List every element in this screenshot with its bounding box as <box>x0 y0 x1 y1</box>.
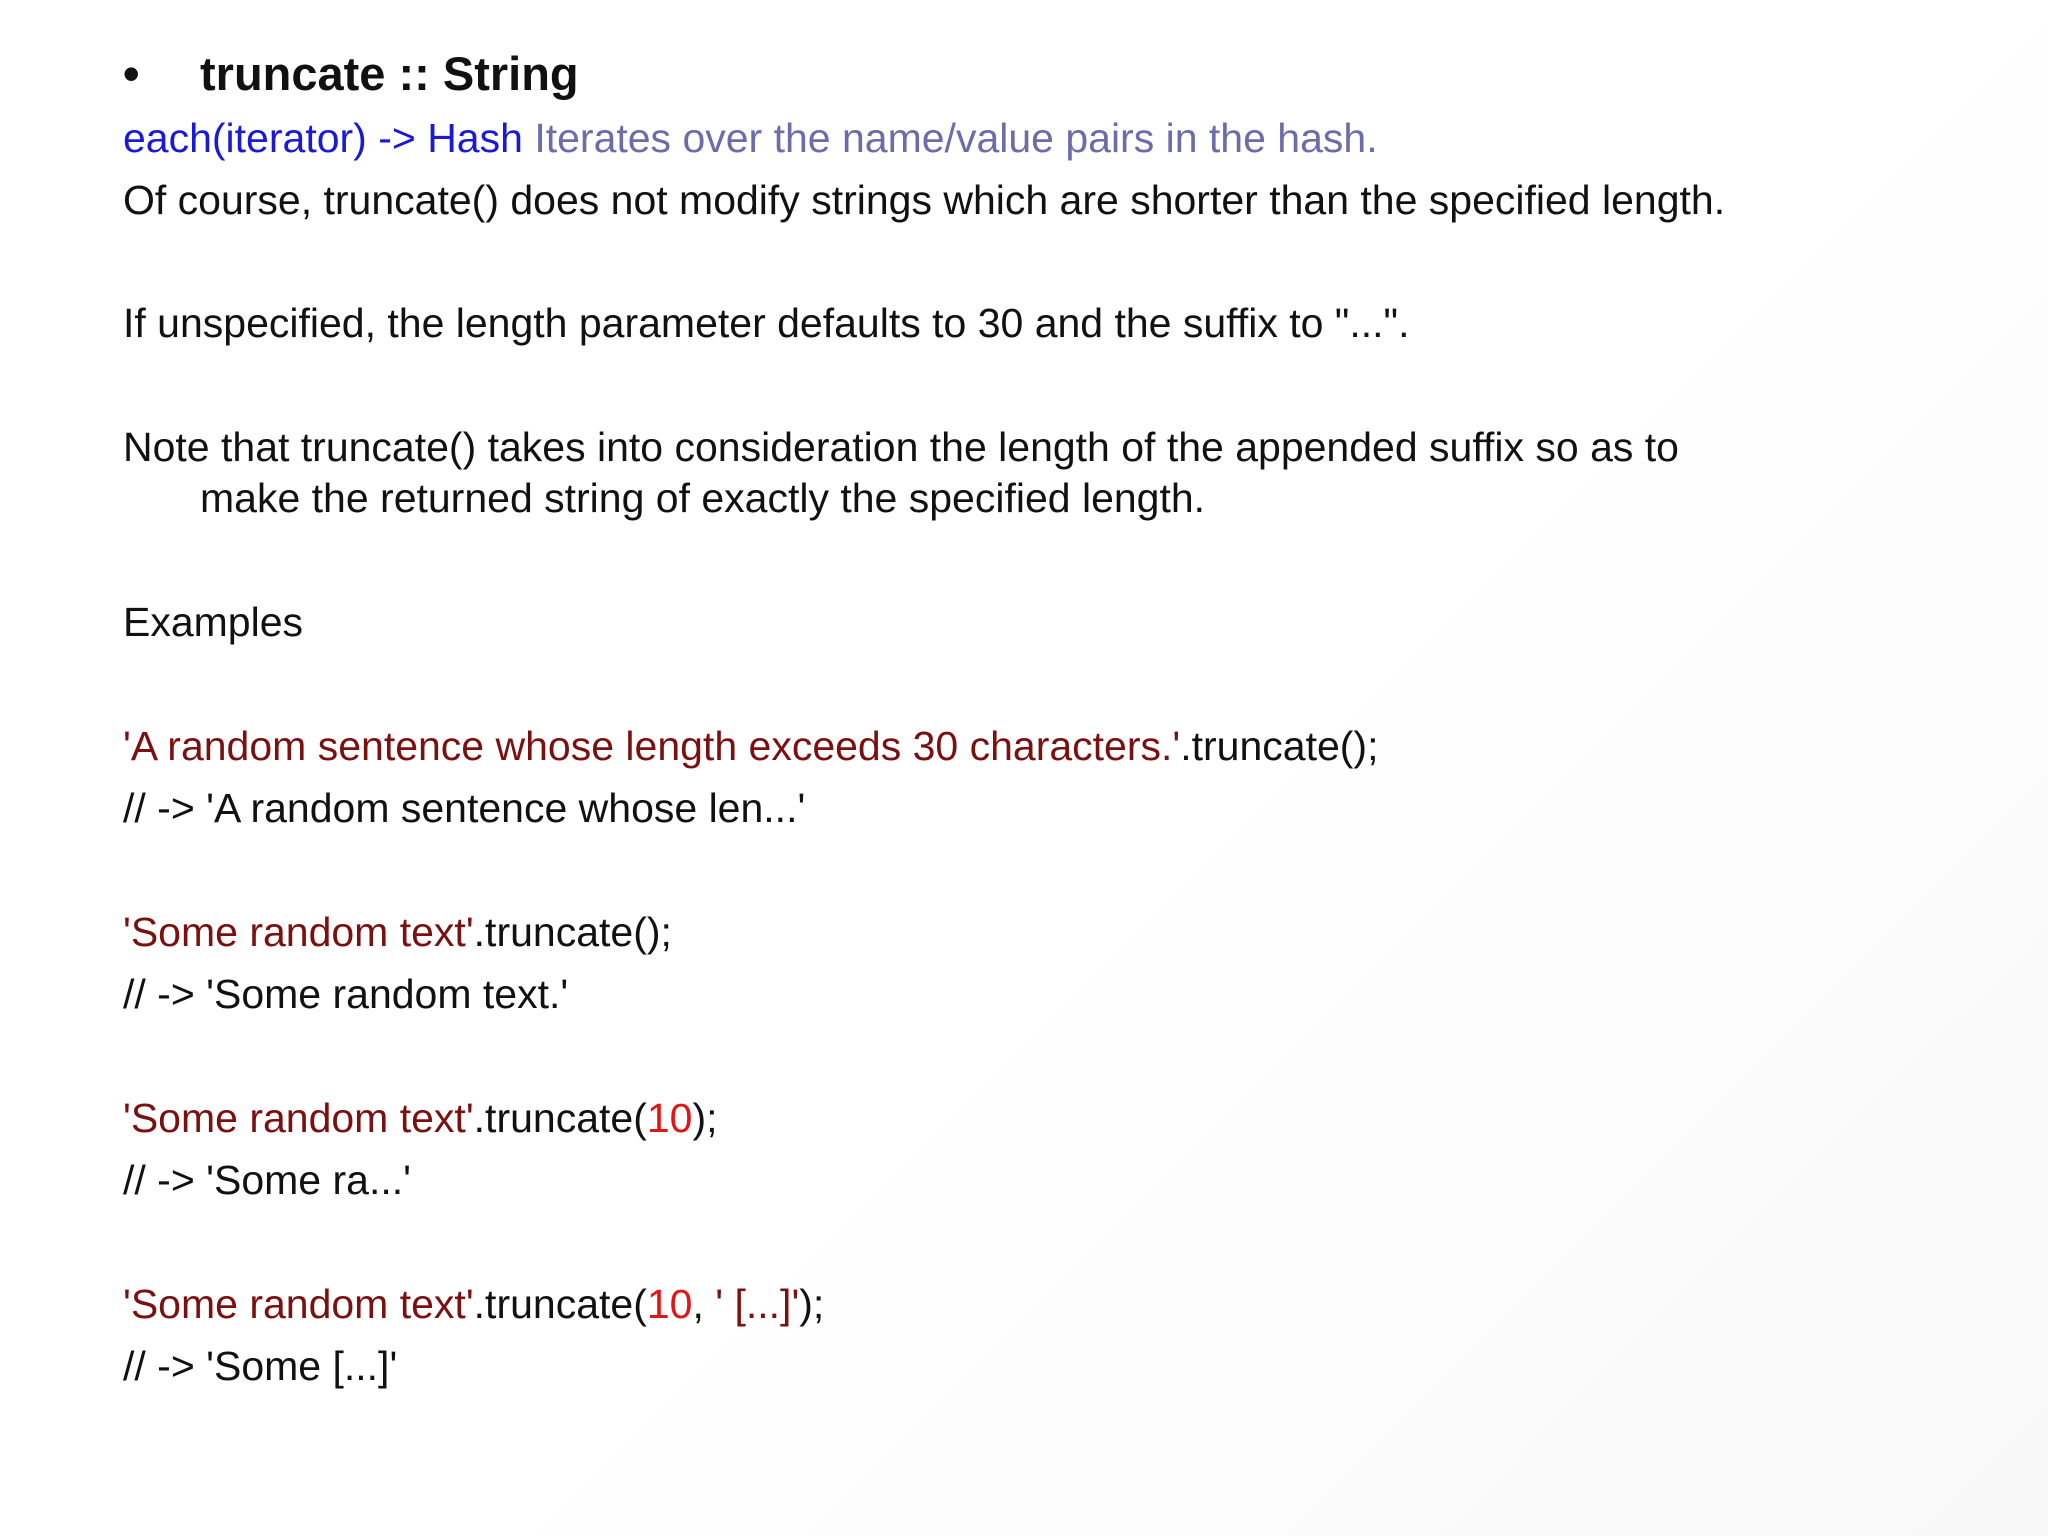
number-literal: 10 <box>646 1095 693 1141</box>
method-call-open: .truncate( <box>473 1281 647 1327</box>
string-literal: 'Some random text' <box>123 909 474 955</box>
example-2-code <box>123 906 672 958</box>
example-2-result: // -> 'Some random text.' <box>123 971 569 1017</box>
example-3-result: // -> 'Some ra...' <box>123 1157 411 1203</box>
method-call: .truncate(); <box>473 909 672 955</box>
method-call: .truncate(); <box>1180 723 1379 769</box>
bullet-icon: • <box>123 47 140 100</box>
method-signature: each(iterator) -> Hash <box>123 115 523 161</box>
heading-title: truncate :: String <box>200 47 579 100</box>
string-literal: 'Some random text' <box>123 1281 474 1327</box>
suffix-string-literal: ' [...]' <box>715 1281 800 1327</box>
example-3-code <box>123 1092 718 1144</box>
example-1-code <box>123 720 1378 772</box>
method-call-close: ); <box>799 1281 825 1327</box>
paragraph-unmodified: Of course, truncate() does not modify strings which are shorter than the specified length. <box>123 177 1726 223</box>
paragraph-defaults: If unspecified, the length parameter defaults to 30 and the suffix to "...". <box>123 300 1410 346</box>
argument-separator: , <box>692 1281 716 1327</box>
example-1-result: // -> 'A random sentence whose len...' <box>123 785 806 831</box>
example-4-code <box>123 1278 824 1330</box>
method-signature-line <box>123 112 1378 164</box>
method-call-close: ); <box>692 1095 718 1141</box>
paragraph-suffix-note-line2: make the returned string of exactly the specified length. <box>200 475 1206 521</box>
string-literal: 'A random sentence whose length exceeds 30 characters.' <box>123 723 1181 769</box>
example-4-result: // -> 'Some [...]' <box>123 1343 398 1389</box>
paragraph-suffix-note-line1: Note that truncate() takes into consideration the length of the appended suffix so as to <box>123 424 1679 470</box>
examples-label: Examples <box>123 599 304 645</box>
method-call-open: .truncate( <box>473 1095 647 1141</box>
method-description: Iterates over the name/value pairs in the hash. <box>534 115 1378 161</box>
string-literal: 'Some random text' <box>123 1095 474 1141</box>
number-literal: 10 <box>646 1281 693 1327</box>
